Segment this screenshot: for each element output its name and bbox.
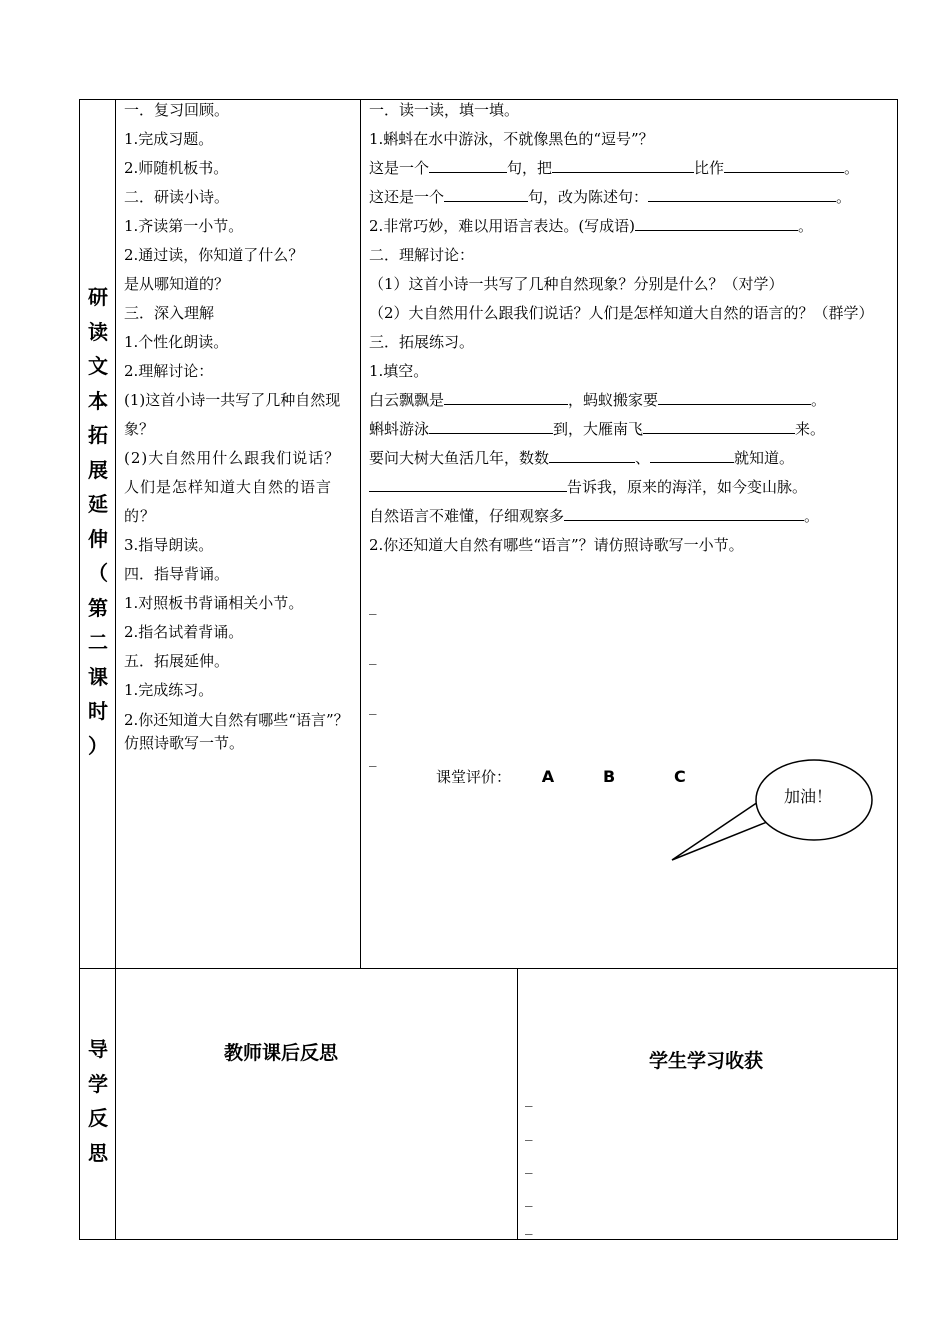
grade-a[interactable]: A [541, 767, 555, 786]
blank-field[interactable] [724, 156, 844, 173]
class-evaluation: 课堂评价： A B C [436, 767, 686, 786]
blank-field[interactable] [635, 214, 798, 231]
writing-line[interactable]: _ [369, 697, 377, 715]
divider [360, 99, 361, 968]
side-label-bottom: 导 学 反 思 [88, 1037, 108, 1165]
writing-line[interactable]: _ [369, 749, 377, 767]
step-line: 2.指名试着背诵。 [124, 623, 244, 641]
step-line: (2)大自然用什么跟我们说话？人们是怎样知道大自然的语言的？ [124, 449, 341, 525]
divider [79, 968, 898, 969]
step-line: 3.指导朗读。 [124, 536, 214, 554]
section-heading: 三．拓展练习。 [369, 333, 475, 351]
blank-field[interactable] [658, 388, 811, 405]
writing-line[interactable]: _ [369, 647, 377, 665]
step-line: 三．深入理解 [124, 304, 215, 322]
blank-field[interactable] [643, 417, 795, 434]
step-line: 四．指导背诵。 [124, 565, 230, 583]
fill-line: 告诉我，原来的海洋，如今变山脉。 [369, 473, 894, 502]
fill-line: 要问大树大鱼活几年，数数 、 就知道。 [369, 444, 894, 473]
question: 1.填空。 [369, 362, 429, 380]
blank-field[interactable] [564, 504, 804, 521]
question: （1）这首小诗一共写了几种自然现象？分别是什么？（对学） [369, 275, 784, 293]
question: （2）大自然用什么跟我们说话？人们是怎样知道大自然的语言的？（群学） [369, 304, 874, 322]
step-line: (1)这首小诗一共写了几种自然现象？ [124, 391, 341, 438]
step-line: 1.对照板书背诵相关小节。 [124, 594, 304, 612]
blank-field[interactable] [444, 185, 528, 202]
divider [517, 968, 518, 1240]
blank-field[interactable] [369, 475, 567, 492]
student-gains-title: 学生学习收获 [649, 1050, 764, 1072]
writing-line[interactable]: _ [525, 1156, 533, 1174]
step-line: 1.齐读第一小节。 [124, 217, 244, 235]
teaching-steps [124, 96, 356, 755]
section-heading: 一．读一读，填一填。 [369, 101, 520, 119]
step-line: 2.通过读，你知道了什么？ [124, 246, 304, 264]
fill-line: 白云飘飘是 ，蚂蚁搬家要 。 [369, 386, 894, 415]
step-line: 2.理解讨论： [124, 362, 214, 380]
fill-line: 这是一个 句，把 比作 。 [369, 154, 894, 183]
teacher-reflection-title: 教师课后反思 [224, 1042, 339, 1064]
writing-line[interactable]: _ [369, 597, 377, 615]
writing-line[interactable]: _ [525, 1089, 533, 1107]
step-line: 1.个性化朗读。 [124, 333, 229, 351]
step-line: 2.你还知道大自然有哪些“语言”？仿照诗歌写一节。 [124, 711, 349, 752]
blank-field[interactable] [429, 156, 507, 173]
speech-bubble-icon [660, 758, 880, 868]
grade-c[interactable]: C [673, 767, 686, 786]
question: 2.你还知道大自然有哪些“语言”？请仿照诗歌写一小节。 [369, 536, 744, 554]
step-line: 是从哪知道的？ [124, 275, 230, 293]
step-line: 一．复习回顾。 [124, 101, 230, 119]
blank-field[interactable] [444, 388, 568, 405]
grade-b[interactable]: B [602, 767, 616, 786]
step-line: 二．研读小诗。 [124, 188, 230, 206]
blank-field[interactable] [648, 185, 836, 202]
side-label-top: 研 读 文 本 拓 展 延 伸 （ 第 二 课 时 ） [88, 285, 108, 758]
writing-line[interactable]: _ [525, 1189, 533, 1207]
fill-line: 2.非常巧妙，难以用语言表达。(写成语) 。 [369, 212, 894, 241]
blank-field[interactable] [549, 446, 635, 463]
step-line: 2.师随机板书。 [124, 159, 229, 177]
question: 1.蝌蚪在水中游泳，不就像黑色的“逗号”？ [369, 130, 654, 148]
writing-line[interactable]: _ [525, 1217, 533, 1235]
student-exercises [369, 96, 894, 560]
step-line: 五．拓展延伸。 [124, 652, 230, 670]
blank-field[interactable] [552, 156, 694, 173]
step-line: 1.完成练习。 [124, 681, 214, 699]
writing-line[interactable]: _ [525, 1123, 533, 1141]
blank-field[interactable] [429, 417, 553, 434]
blank-field[interactable] [650, 446, 734, 463]
fill-line: 这还是一个 句，改为陈述句： 。 [369, 183, 894, 212]
bubble-text: 加油！ [784, 787, 833, 806]
fill-line: 蝌蚪游泳 到，大雁南飞 来。 [369, 415, 894, 444]
step-line: 1.完成习题。 [124, 130, 214, 148]
fill-line: 自然语言不难懂，仔细观察多 。 [369, 502, 894, 531]
section-heading: 二．理解讨论： [369, 246, 475, 264]
